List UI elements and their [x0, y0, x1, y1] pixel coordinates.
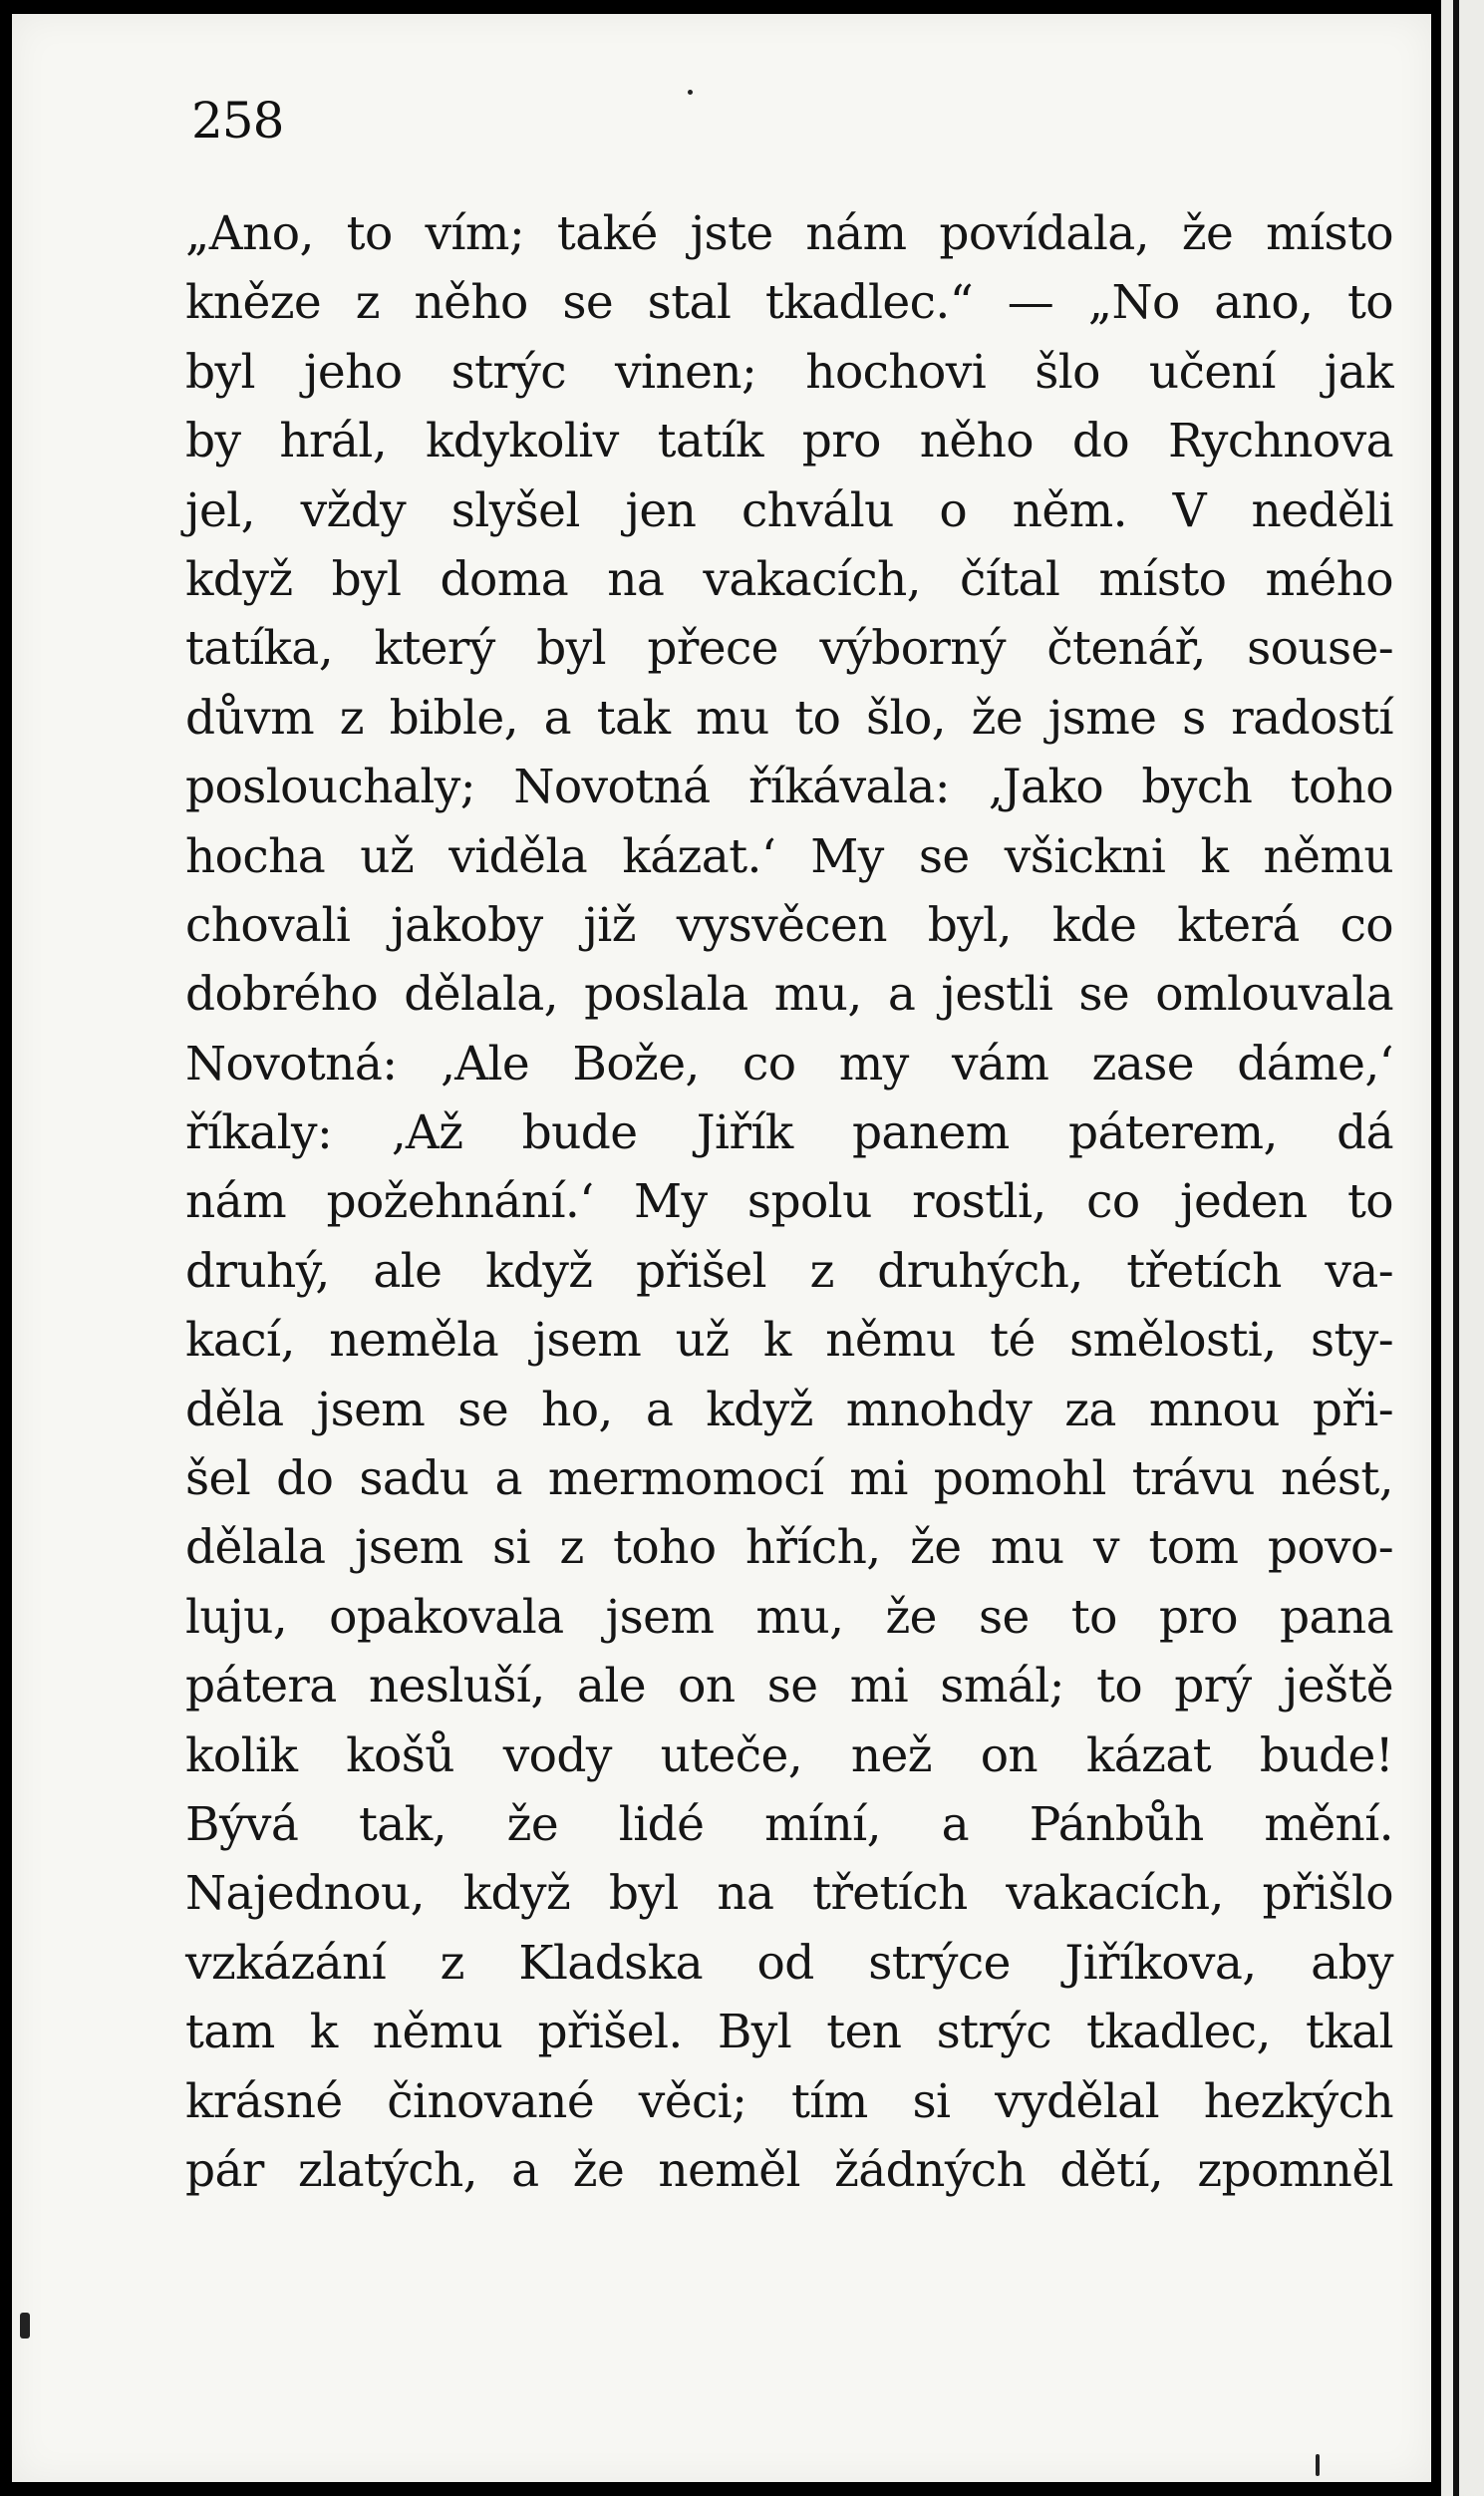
scan-speck [688, 90, 693, 95]
scan-edge [1441, 0, 1484, 2496]
text-line: Novotná: ‚Ale Bože, co my vám zase dáme,‘ [185, 1036, 1393, 1092]
scan-speck [1316, 2454, 1320, 2476]
scan-speck [20, 2313, 30, 2339]
text-line: kolik košů vody uteče, než on kázat bude! [185, 1727, 1393, 1783]
text-line: Najednou, když byl na třetích vakacích, přišlo [185, 1866, 1393, 1922]
text-line: dělala jsem si z toho hřích, že mu v tom povo- [185, 1520, 1393, 1576]
text-line: chovali jakoby již vysvěcen byl, kde která co [185, 897, 1393, 953]
text-line: nám požehnání.‘ My spolu rostli, co jeden to [185, 1174, 1393, 1230]
text-line: vzkázání z Kladska od strýce Jiříkova, aby [185, 1935, 1393, 1991]
body-text [185, 199, 1393, 2205]
text-line: tam k němu přišel. Byl ten strýc tkadlec, tkal [185, 2005, 1393, 2060]
text-line: důvm z bible, a tak mu to šlo, že jsme s radostí [185, 690, 1393, 746]
text-line: poslouchaly; Novotná říkávala: ‚Jako bych toho [185, 760, 1393, 815]
text-line: šel do sadu a mermomocí mi pomohl trávu nést, [185, 1451, 1393, 1507]
text-line: když byl doma na vakacích, čítal místo mého [185, 551, 1393, 607]
text-line: by hrál, kdykoliv tatík pro něho do Rychnova [185, 414, 1393, 469]
text-line: luju, opakovala jsem mu, že se to pro pana [185, 1589, 1393, 1645]
text-line: děla jsem se ho, a když mnohdy za mnou při- [185, 1382, 1393, 1437]
text-line: „Ano, to vím; také jste nám povídala, že místo [185, 206, 1393, 261]
text-line: tatíka, který byl přece výborný čtenář, souse- [185, 621, 1393, 677]
text-line: kací, neměla jsem už k němu té smělosti, sty- [185, 1313, 1393, 1369]
text-line: hocha už viděla kázat.‘ My se všickni k němu [185, 828, 1393, 884]
text-line: byl jeho strýc vinen; hochovi šlo učení jak [185, 344, 1393, 400]
text-line: druhý, ale když přišel z druhých, třetích va- [185, 1243, 1393, 1299]
text-line: pár zlatých, a že neměl žádných dětí, zpomněl [185, 2142, 1393, 2198]
text-line: kněze z něho se stal tkadlec.“ — „No ano, to [185, 275, 1393, 331]
scan-edge-line [1453, 0, 1459, 2496]
text-line: jel, vždy slyšel jen chválu o něm. V neděli [185, 482, 1393, 538]
text-line: krásné činované věci; tím si vydělal hezkých [185, 2073, 1393, 2129]
page-number: 258 [191, 92, 284, 150]
text-line: Bývá tak, že lidé míní, a Pánbůh mění. [185, 1796, 1393, 1852]
text-line: dobrého dělala, poslala mu, a jestli se omlouvala [185, 967, 1393, 1023]
text-line: říkaly: ‚Až bude Jiřík panem páterem, dá [185, 1105, 1393, 1161]
text-line: pátera nesluší, ale on se mi smál; to prý ještě [185, 1659, 1393, 1715]
